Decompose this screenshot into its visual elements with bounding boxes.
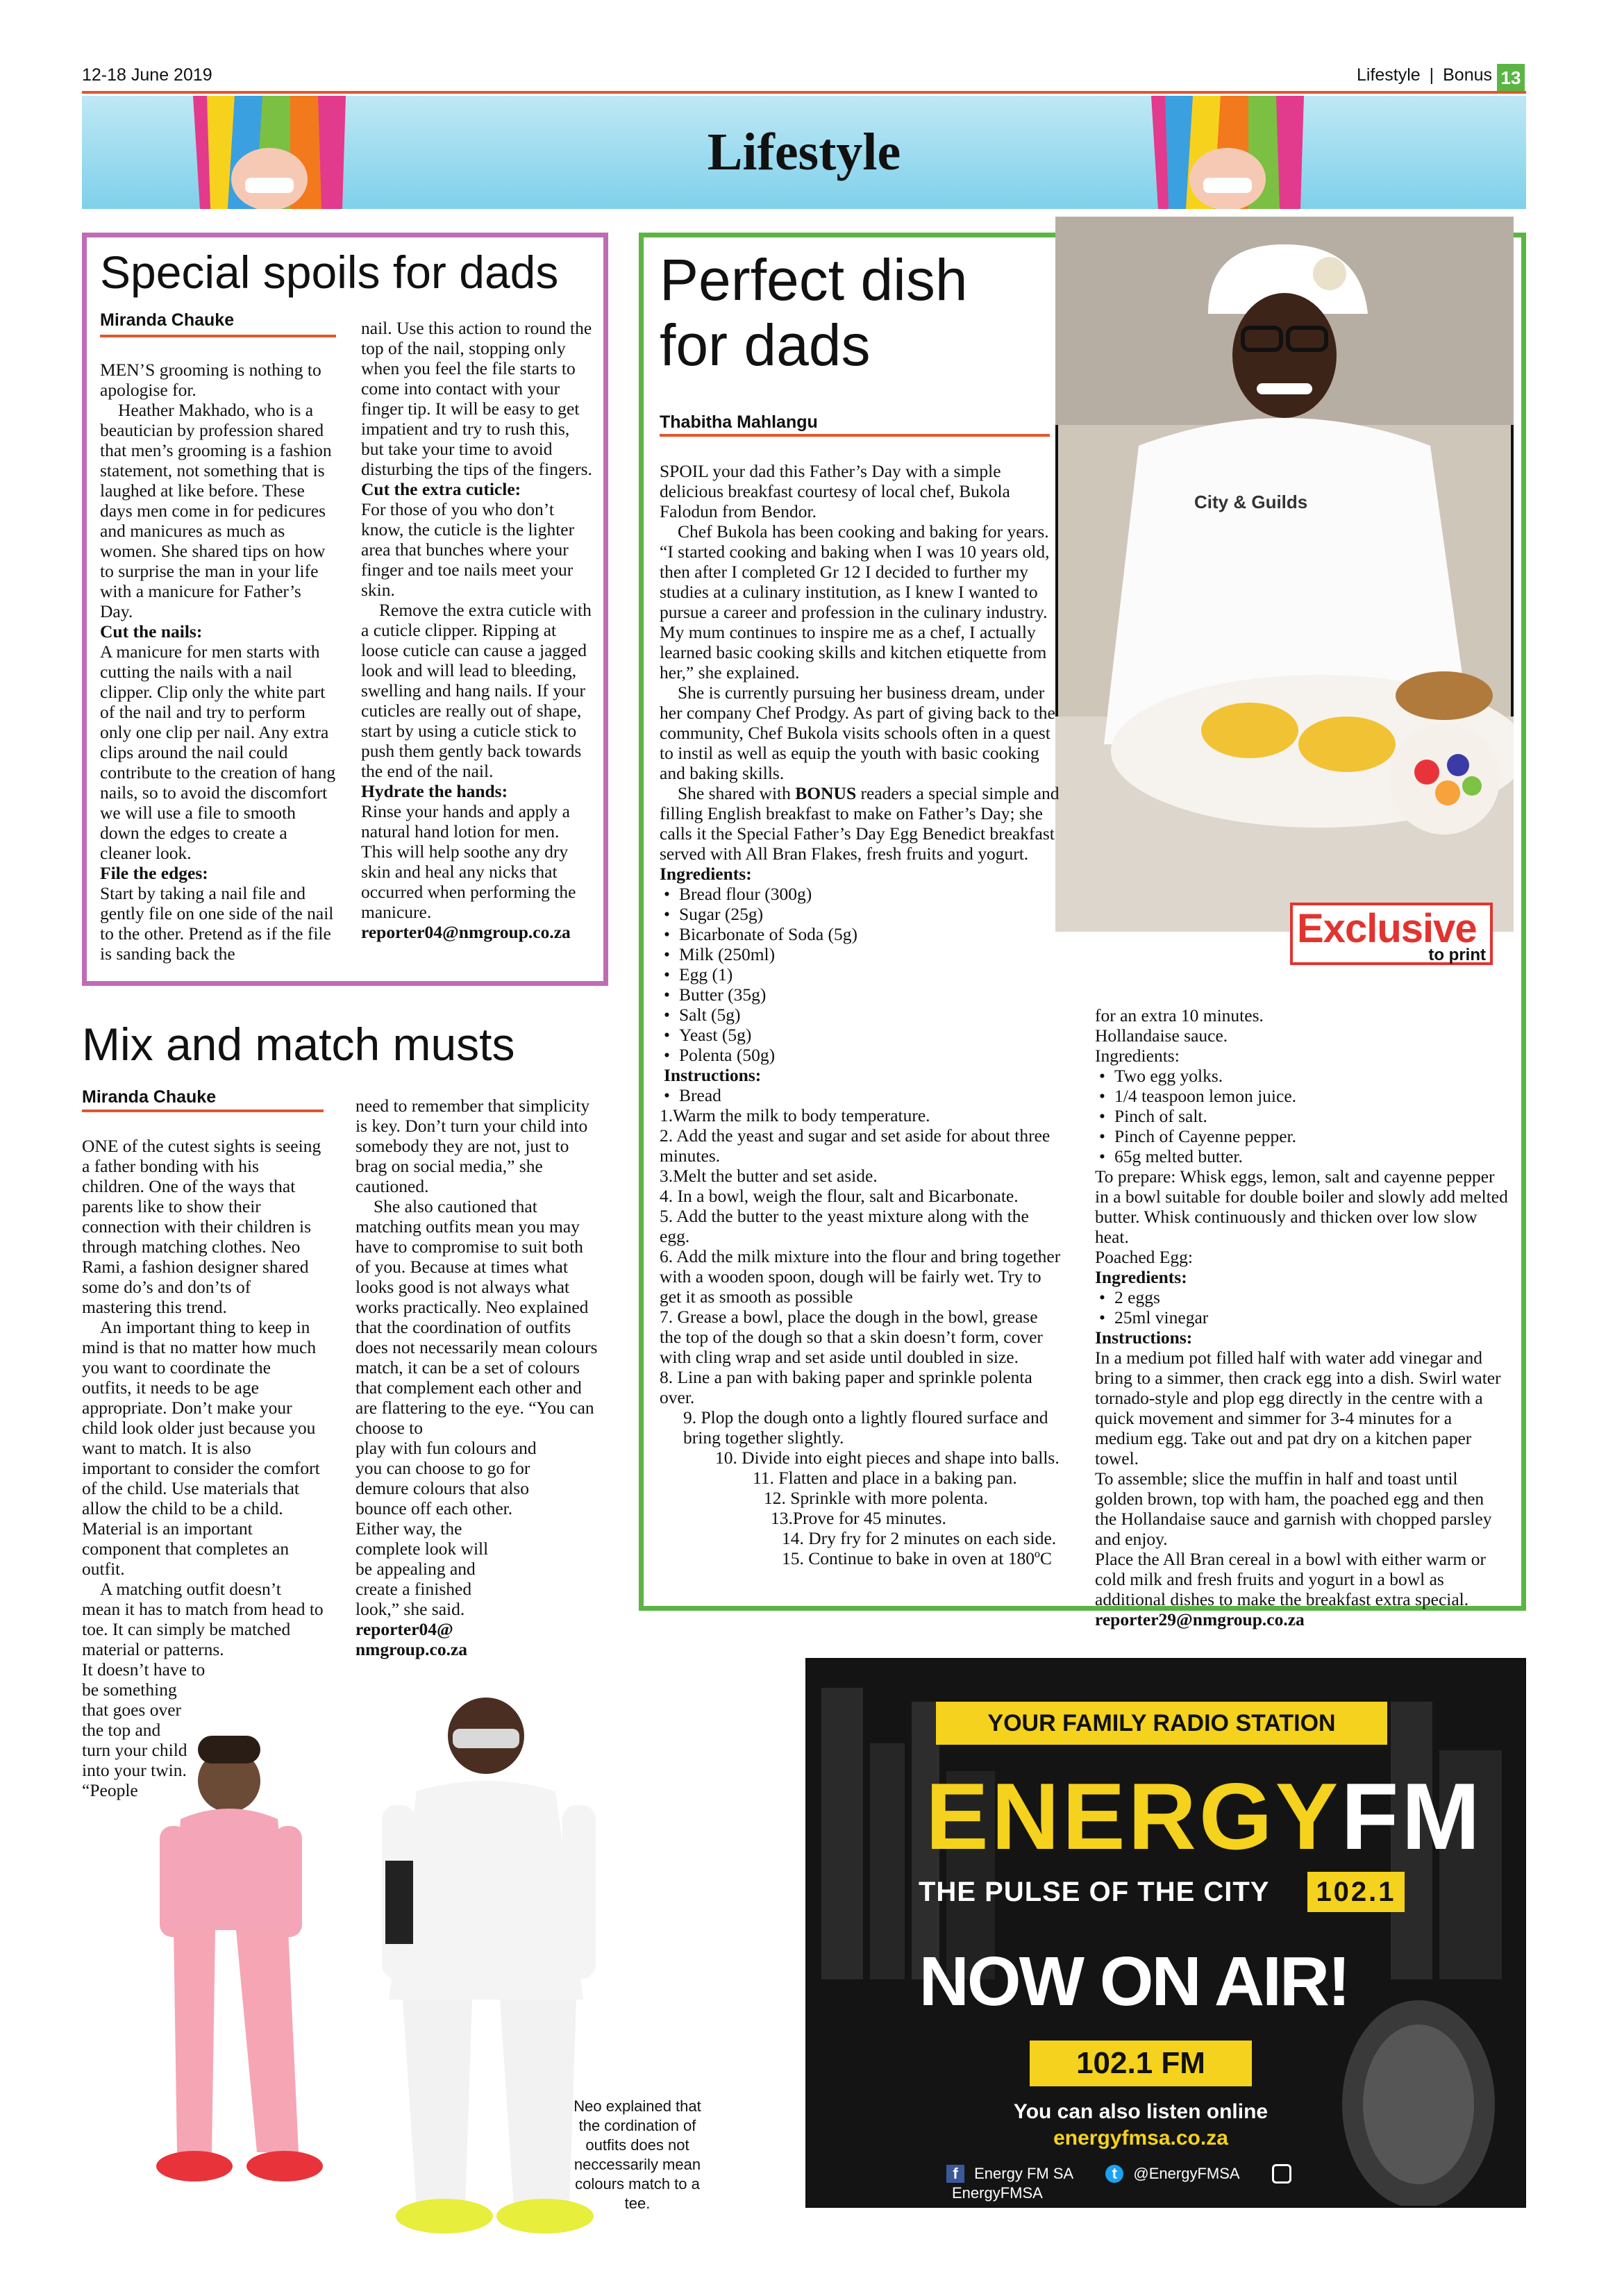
energy-fm-ad-frame <box>805 1658 1526 2208</box>
paragraph: Cut the extra cuticle: <box>361 479 521 499</box>
ingredient-item: • 2 eggs <box>1095 1287 1509 1307</box>
text-line: look,” she said. <box>355 1599 465 1619</box>
prepare-text: To prepare: Whisk eggs, lemon, salt and cayenne pepper in a bowl suitable for double boiler and slowly add melted butter. Whisk continuously and thicken over low slow heat. <box>1095 1166 1508 1247</box>
instruction-step: 4. In a bowl, weigh the flour, salt and Bicarbonate. <box>660 1186 1019 1206</box>
paragraph: reporter04@nmgroup.co.za <box>361 922 571 942</box>
article-perfect-dish-headline: Perfect dish for dads <box>660 247 968 378</box>
ingredient-item: • 25ml vinegar <box>1095 1307 1509 1327</box>
author-email: reporter29@nmgroup.co.za <box>1095 1609 1305 1629</box>
text-line: turn your child <box>82 1740 187 1760</box>
text-line: into your twin. <box>82 1760 187 1780</box>
sauce-ingredients-list <box>1095 1066 1509 1166</box>
paragraph: Cut the nails: <box>100 621 203 642</box>
assemble-text: To assemble; slice the muffin in half and toast until golden brown, top with ham, the poached egg and then the Hollandaise sauce and garnish with chopped parsley and enjoy. <box>1095 1468 1492 1549</box>
text-line: that goes over <box>82 1700 182 1720</box>
supplement-name: Bonus <box>1443 65 1492 85</box>
paragraph: MEN’S grooming is nothing to apologise for. <box>100 360 321 400</box>
ad-tagline-bar: YOUR FAMILY RADIO STATION <box>936 1702 1387 1745</box>
article-perfect-dish-main-col <box>660 461 1062 1568</box>
instructions-steps <box>660 1105 1062 1407</box>
instagram-icon <box>1272 2164 1291 2184</box>
ingredients-label: Ingredients: <box>660 864 752 884</box>
text-line: create a finished <box>355 1579 472 1599</box>
paragraph: need to remember that simplicity is key. Don’t turn your child into somebody they are not, just to brag on social media,” she cautioned. <box>355 1096 590 1196</box>
social-instagram-label[interactable]: EnergyFMSA <box>952 2184 1043 2202</box>
chef-photo <box>1055 217 1514 932</box>
text-line: It doesn’t have to <box>82 1659 206 1679</box>
paragraph: A matching outfit doesn’t mean it has to match from head to toe. It can simply be matched material or patterns. <box>82 1579 324 1659</box>
photo-caption: Neo explained that the cordination of outfits does not neccessarily mean colours match to a tee. <box>574 2097 701 2212</box>
paragraph: Start by taking a nail file and gently file on one side of the nail to the other. Pretend as if the file is sanding back the <box>100 883 334 964</box>
egg-ingredients-list <box>1095 1287 1509 1327</box>
text-line: you can choose to go for <box>355 1458 530 1478</box>
article-special-spoils-col2 <box>361 318 594 942</box>
header-rule <box>82 91 1526 94</box>
text-line: Ingredients: <box>1095 1046 1180 1066</box>
exclusive-title: Exclusive <box>1297 906 1477 951</box>
text-line: bounce off each other. <box>355 1498 513 1518</box>
social-facebook-label[interactable]: Energy FM SA <box>974 2165 1074 2183</box>
paragraph: Heather Makhado, who is a beautician by profession shared that men’s grooming is a fashion statement, not something that is laughed at like before. These days men come in for pedicures and manicures as much as women. She shared tips on how to surprise the man in your life with a manicure for Father’s Day. <box>100 400 332 621</box>
ingredient-item: • Bicarbonate of Soda (5g) <box>660 924 1062 944</box>
text-line: complete look will <box>355 1539 489 1559</box>
poached-egg-label: Poached Egg: <box>1095 1247 1193 1267</box>
instruction-step: 9. Plop the dough onto a lightly floured surface and bring together slightly. <box>683 1407 1048 1448</box>
byline-rule <box>100 335 336 337</box>
instruction-step: 14. Dry fry for 2 minutes on each side. <box>782 1528 1057 1548</box>
facebook-icon: f <box>946 2165 964 2183</box>
paragraph: An important thing to keep in mind is that no matter how much you want to coordinate the outfits, it needs to be age appropriate. Don’t make your child look older just because you want to match. It is also important to consider the comfort of the child. Use materials that allow the child to be a child. Material is an important component that completes an outfit. <box>82 1317 320 1579</box>
paragraph: Rinse your hands and apply a natural hand lotion for men. This will help soothe any dry skin and heal any nicks that occurred when performing the manicure. <box>361 801 576 922</box>
text-line: Hollandaise sauce. <box>1095 1025 1228 1046</box>
ingredient-item: • Milk (250ml) <box>660 944 1062 964</box>
instruction-step: 7. Grease a bowl, place the dough in the bowl, grease the top of the dough so that a skin doesn’t form, cover with cling wrap and set aside until doubled in size. <box>660 1307 1043 1367</box>
byline-rule <box>660 434 1050 437</box>
text-line: the top and <box>82 1720 161 1740</box>
banner-title: Lifestyle <box>707 123 901 181</box>
ingredient-item: • Two egg yolks. <box>1095 1066 1509 1086</box>
article-mix-match-byline: Miranda Chauke <box>82 1087 217 1107</box>
ingredients-list <box>660 884 1062 1065</box>
paragraph: She is currently pursuing her business dream, under her company Chef Prodgy. As part of giving back to the community, Chef Bukola visits schools often in a quest to instil as well as equip the youth with basic cooking and baking skills. <box>660 682 1055 783</box>
article-special-spoils-headline: Special spoils for dads <box>100 246 559 298</box>
exclusive-badge <box>1290 903 1493 965</box>
paragraph: nail. Use this action to round the top of the nail, stopping only when you feel the file starts to come into contact with your finger tip. It will be easy to get impatient and try to rush this, but take your time to avoid disturbing the tips of the fingers. <box>361 318 592 479</box>
ad-social-bar <box>946 2164 1391 2202</box>
instruction-step: 3.Melt the butter and set aside. <box>660 1166 878 1186</box>
article-perfect-dish-byline: Thabitha Mahlangu <box>660 412 818 432</box>
paragraph: SPOIL your dad this Father’s Day with a simple delicious breakfast courtesy of local chef, Bukola Falodun from Bendor. <box>660 461 1010 521</box>
instruction-step: 2. Add the yeast and sugar and set aside for about three minutes. <box>660 1125 1050 1166</box>
ingredient-item: • Bread flour (300g) <box>660 884 1062 904</box>
paragraph: She also cautioned that matching outfits mean you may have to compromise to suit both of you. Because at times what looks good is not always what works practically. Neo explained that the coordination of outfits does not necessarily mean colours match, it can be a set of colours that complement each other and are flattering to the eye. “You can choose to <box>355 1196 598 1438</box>
ingredient-item: • Pinch of Cayenne pepper. <box>1095 1126 1509 1146</box>
section-name: Lifestyle <box>1356 65 1421 85</box>
text-line: be something <box>82 1679 177 1700</box>
instruction-step: 8. Line a pan with baking paper and sprinkle polenta over. <box>660 1367 1032 1407</box>
page-section-label <box>1357 65 1492 85</box>
instructions-head: • Bread <box>660 1085 1062 1105</box>
paragraph: Hydrate the hands: <box>361 781 508 801</box>
instruction-step: 13.Prove for 45 minutes. <box>771 1508 946 1528</box>
egg-instructions: In a medium pot filled half with water add vinegar and bring to a simmer, then crack egg into a dish. Swirl water tornado-style and plop egg directly in the centre with a quick movement and simmer for 3-4 minutes for a medium egg. Take out and pat dry on a kitchen paper towel. <box>1095 1348 1501 1468</box>
instruction-step: 6. Add the milk mixture into the flour and bring together with a wooden spoon, dough will be fairly wet. Try to get it as smooth as possible <box>660 1246 1061 1307</box>
paragraph: For those of you who don’t know, the cuticle is the lighter area that bunches where your finger and toe nails meet your skin. <box>361 499 575 600</box>
paragraph: ONE of the cutest sights is seeing a father bonding with his children. One of the ways that parents like to show their connection with their children is through matching clothes. Neo Rami, a fashion designer shared some do’s and don’ts of mastering this trend. <box>82 1136 321 1317</box>
ingredient-item: • Pinch of salt. <box>1095 1106 1509 1126</box>
instruction-step: 5. Add the butter to the yeast mixture along with the egg. <box>660 1206 1029 1246</box>
exclusive-subtitle: to print <box>1428 946 1486 964</box>
ad-frequency-box: 102.1 <box>1307 1872 1405 1912</box>
ingredient-item: • 65g melted butter. <box>1095 1146 1509 1166</box>
instruction-step: 15. Continue to bake in oven at 180ºC <box>782 1548 1052 1568</box>
paragraph: Remove the extra cuticle with a cuticle clipper. Ripping at loose cuticle can cause a jagged look and will lead to bleeding, swelling and hang nails. If your cuticles are really out of shape, start by using a cuticle stick to push them gently back towards the end of the nail. <box>361 600 592 781</box>
text-line: for an extra 10 minutes. <box>1095 1005 1264 1025</box>
ingredient-item: • Butter (35g) <box>660 984 1062 1005</box>
ingredient-item: • Yeast (5g) <box>660 1025 1062 1045</box>
social-twitter-label[interactable]: @EnergyFMSA <box>1133 2165 1240 2183</box>
instruction-step: 11. Flatten and place in a baking pan. <box>753 1468 1017 1488</box>
author-email: reporter04@ nmgroup.co.za <box>355 1619 468 1659</box>
ingredient-item: • Salt (5g) <box>660 1005 1062 1025</box>
ad-listen-online: You can also listen online <box>1013 2100 1269 2123</box>
ingredient-item: • Egg (1) <box>660 964 1062 984</box>
instruction-step: 12. Sprinkle with more polenta. <box>764 1488 988 1508</box>
text-line: play with fun colours and <box>355 1438 537 1458</box>
egg-ingredients-label: Ingredients: <box>1095 1267 1187 1287</box>
article-mix-match-headline: Mix and match musts <box>82 1019 515 1070</box>
text-line: be appealing and <box>355 1559 476 1579</box>
page-date: 12-18 June 2019 <box>82 65 212 85</box>
chef-badge-text: City & Guilds <box>1194 492 1308 512</box>
paragraph: Chef Bukola has been cooking and baking for years. “I started cooking and baking when I was 10 years old, then after I completed Gr 12 I decided to further my studies at a culinary institution, as I knew I wanted to pursue a career and profession in the culinary industry. My mum continues to inspire me as a chef, I actually learned basic cooking skills and kitchen etiquette from her,” she explained. <box>660 521 1050 682</box>
article-special-spoils-byline: Miranda Chauke <box>100 310 235 330</box>
lifestyle-banner <box>82 96 1526 209</box>
paragraph: File the edges: <box>100 863 208 883</box>
ad-brand-logo: ENERGYFM <box>926 1763 1483 1869</box>
ingredient-item: • 1/4 teaspoon lemon juice. <box>1095 1086 1509 1106</box>
twitter-icon: t <box>1105 2165 1123 2183</box>
shared-paragraph: She shared with BONUS readers a special simple and filling English breakfast to make on Father’s Day; she calls it the Special Father’s Day Egg Benedict breakfast served with All Bran Flakes, fresh fruits and yogurt. <box>660 783 1060 864</box>
instruction-step: 10. Divide into eight pieces and shape into balls. <box>715 1448 1060 1468</box>
instruction-step: 1.Warm the milk to body temperature. <box>660 1105 930 1125</box>
ad-now-on-air: NOW ON AIR! <box>919 1943 1349 2020</box>
instructions-label: Instructions: <box>664 1065 762 1085</box>
text-line: “People <box>82 1780 138 1800</box>
article-special-spoils-col1 <box>100 360 336 964</box>
ad-website-link[interactable]: energyfmsa.co.za <box>1053 2127 1228 2150</box>
ingredient-item: • Polenta (50g) <box>660 1045 1062 1065</box>
ad-frequency-text: 102.1 FM <box>1030 2041 1252 2086</box>
text-line: Either way, the <box>355 1518 462 1539</box>
article-mix-match-col2 <box>355 1096 598 1659</box>
egg-instructions-label: Instructions: <box>1095 1327 1193 1348</box>
byline-rule <box>82 1109 324 1112</box>
ad-pulse-line: THE PULSE OF THE CITY <box>919 1877 1270 1907</box>
page-number: 13 <box>1497 64 1525 92</box>
text-line: demure colours that also <box>355 1478 529 1498</box>
cereal-text: Place the All Bran cereal in a bowl with either warm or cold milk and fresh fruits and yogurt in a bowl as additional dishes to make the breakfast extra special. <box>1095 1549 1486 1609</box>
instructions-steps-staggered <box>660 1407 1062 1568</box>
article-perfect-dish-right-col <box>1095 1005 1509 1629</box>
header-separator: | <box>1429 65 1434 85</box>
ingredient-item: • Sugar (25g) <box>660 904 1062 924</box>
paragraph: A manicure for men starts with cutting the nails with a nail clipper. Clip only the white part of the nail and try to perform only one clip per nail. Any extra clips around the nail could contribute to the creation of hang nails, so to avoid the discomfort we will use a file to smooth down the edges to create a cleaner look. <box>100 642 336 863</box>
